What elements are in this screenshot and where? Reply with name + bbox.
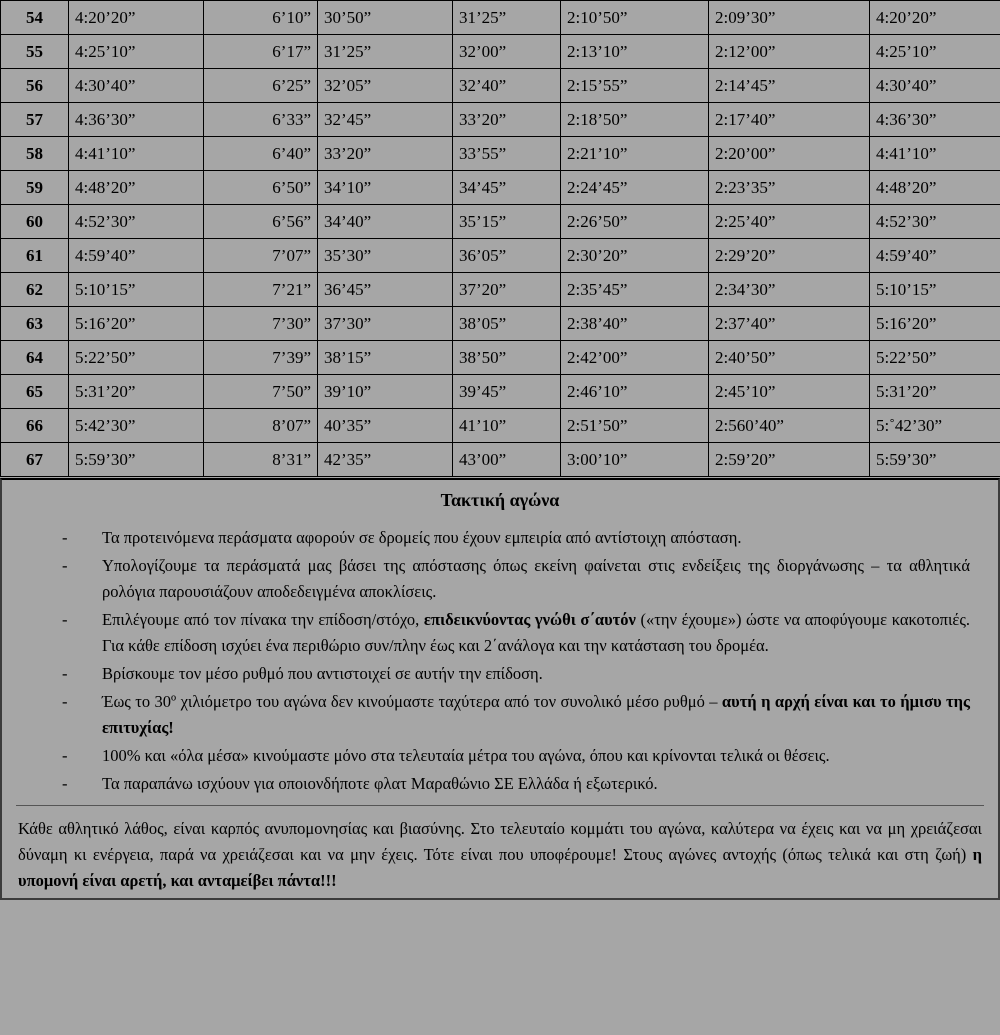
table-cell-split_5mi: 32’00” (453, 35, 561, 69)
table-cell-finish_repeat: 4:41’10” (870, 137, 1000, 171)
table-cell-split_5k: 32’45” (318, 103, 453, 137)
table-cell-split_5mi: 39’45” (453, 375, 561, 409)
tactics-bullet-item (16, 689, 970, 741)
marathon-pace-table (0, 0, 1000, 477)
table-cell-half_b: 2:12’00” (709, 35, 870, 69)
row-index-cell: 62 (1, 273, 69, 307)
table-cell-pace_per_km: 7’07” (204, 239, 318, 273)
row-index-cell: 65 (1, 375, 69, 409)
table-cell-split_5k: 34’10” (318, 171, 453, 205)
table-cell-finish_repeat: 4:52’30” (870, 205, 1000, 239)
table-cell-pace_per_km: 6’10” (204, 1, 318, 35)
table-cell-finish_time: 4:30’40” (69, 69, 204, 103)
table-row (1, 409, 1000, 443)
table-cell-half_b: 2:40’50” (709, 341, 870, 375)
row-index-cell: 66 (1, 409, 69, 443)
bullet-text: Έως το 30º χιλιόμετρο του αγώνα δεν κινούμαστε ταχύτερα από τον συνολικό μέσο ρυθμό – αυτή η αρχή είναι και το ήμισυ της επιτυχίας! (102, 692, 970, 737)
table-cell-finish_time: 5:59’30” (69, 443, 204, 477)
row-index-cell: 60 (1, 205, 69, 239)
table-cell-half_b: 2:34’30” (709, 273, 870, 307)
table-cell-half_b: 2:17’40” (709, 103, 870, 137)
table-cell-half_a: 2:18’50” (561, 103, 709, 137)
row-index-cell: 63 (1, 307, 69, 341)
table-row (1, 341, 1000, 375)
table-cell-split_5k: 38’15” (318, 341, 453, 375)
table-cell-half_b: 2:45’10” (709, 375, 870, 409)
table-cell-half_b: 2:37’40” (709, 307, 870, 341)
table-cell-half_a: 2:42’00” (561, 341, 709, 375)
row-index-cell: 56 (1, 69, 69, 103)
table-cell-finish_time: 5:22’50” (69, 341, 204, 375)
table-row (1, 171, 1000, 205)
table-cell-half_b: 2:14’45” (709, 69, 870, 103)
table-row (1, 273, 1000, 307)
table-cell-finish_time: 4:20’20” (69, 1, 204, 35)
table-cell-split_5k: 33’20” (318, 137, 453, 171)
table-cell-split_5mi: 31’25” (453, 1, 561, 35)
table-cell-finish_repeat: 5:10’15” (870, 273, 1000, 307)
row-index-cell: 54 (1, 1, 69, 35)
table-cell-half_b: 2:29’20” (709, 239, 870, 273)
table-cell-finish_time: 5:31’20” (69, 375, 204, 409)
table-cell-pace_per_km: 7’30” (204, 307, 318, 341)
table-cell-half_a: 2:21’10” (561, 137, 709, 171)
bullet-text: Υπολογίζουμε τα περάσματά μας βάσει της απόστασης όπως εκείνη φαίνεται στις ενδείξεις της διοργάνωσης – τα αθλητικά ρολόγια παρουσιάζουν αποδεδειγμένα αποκλίσεις. (102, 556, 970, 601)
table-cell-half_a: 2:24’45” (561, 171, 709, 205)
table-cell-half_b: 2:25’40” (709, 205, 870, 239)
row-index-cell: 58 (1, 137, 69, 171)
bullet-dash-marker: - (62, 528, 68, 547)
table-cell-half_a: 2:38’40” (561, 307, 709, 341)
table-cell-half_b: 2:560’40” (709, 409, 870, 443)
table-row (1, 239, 1000, 273)
table-cell-finish_repeat: 5:31’20” (870, 375, 1000, 409)
bullet-text: Τα παραπάνω ισχύουν για οποιονδήποτε φλατ Μαραθώνιο ΣΕ Ελλάδα ή εξωτερικό. (102, 774, 658, 793)
table-cell-finish_time: 4:25’10” (69, 35, 204, 69)
bullet-dash-marker: - (62, 692, 68, 711)
table-cell-split_5mi: 36’05” (453, 239, 561, 273)
tactics-bullet-item (16, 525, 970, 551)
table-cell-half_a: 2:13’10” (561, 35, 709, 69)
table-cell-pace_per_km: 6’50” (204, 171, 318, 205)
row-index-cell: 64 (1, 341, 69, 375)
table-cell-finish_repeat: 4:20’20” (870, 1, 1000, 35)
table-row (1, 205, 1000, 239)
row-index-cell: 59 (1, 171, 69, 205)
section-divider (16, 805, 984, 806)
table-cell-split_5mi: 38’50” (453, 341, 561, 375)
table-cell-finish_repeat: 5:22’50” (870, 341, 1000, 375)
tactics-bullet-item (16, 743, 970, 769)
table-row (1, 443, 1000, 477)
bullet-text: Επιλέγουμε από τον πίνακα την επίδοση/στόχο, επιδεικνύοντας γνώθι σ΄αυτόν («την έχουμε») ώστε να αποφύγουμε κακοτοπιές. Για κάθε επίδοση ισχύει ένα περιθώριο συν/πλην έως και 2΄ανάλογα και την κατάσταση του δρομέα. (102, 610, 970, 655)
table-cell-pace_per_km: 7’39” (204, 341, 318, 375)
table-cell-half_a: 2:30’20” (561, 239, 709, 273)
race-tactics-section (0, 478, 1000, 900)
table-row (1, 137, 1000, 171)
table-cell-split_5k: 36’45” (318, 273, 453, 307)
table-cell-finish_time: 4:41’10” (69, 137, 204, 171)
table-cell-split_5k: 40’35” (318, 409, 453, 443)
table-cell-pace_per_km: 6’25” (204, 69, 318, 103)
table-cell-half_a: 2:26’50” (561, 205, 709, 239)
bullet-dash-marker: - (62, 556, 68, 575)
table-cell-half_a: 3:00’10” (561, 443, 709, 477)
table-cell-split_5k: 37’30” (318, 307, 453, 341)
row-index-cell: 67 (1, 443, 69, 477)
table-row (1, 375, 1000, 409)
tactics-bullet-list (16, 525, 984, 797)
table-cell-half_b: 2:09’30” (709, 1, 870, 35)
table-cell-half_a: 2:46’10” (561, 375, 709, 409)
table-row (1, 1, 1000, 35)
table-row (1, 103, 1000, 137)
table-cell-split_5mi: 32’40” (453, 69, 561, 103)
tactics-bullet-item (16, 553, 970, 605)
row-index-cell: 57 (1, 103, 69, 137)
table-cell-split_5mi: 33’55” (453, 137, 561, 171)
table-row (1, 35, 1000, 69)
table-cell-finish_time: 4:36’30” (69, 103, 204, 137)
table-cell-split_5k: 30’50” (318, 1, 453, 35)
bullet-text: Βρίσκουμε τον μέσο ρυθμό που αντιστοιχεί σε αυτήν την επίδοση. (102, 664, 543, 683)
table-cell-finish_repeat: 4:30’40” (870, 69, 1000, 103)
table-cell-finish_time: 4:59’40” (69, 239, 204, 273)
table-cell-split_5mi: 43’00” (453, 443, 561, 477)
table-cell-finish_repeat: 5:˚42’30” (870, 409, 1000, 443)
table-cell-pace_per_km: 6’40” (204, 137, 318, 171)
bullet-dash-marker: - (62, 610, 68, 629)
table-cell-split_5k: 42’35” (318, 443, 453, 477)
table-cell-pace_per_km: 6’33” (204, 103, 318, 137)
table-cell-half_a: 2:15’55” (561, 69, 709, 103)
table-cell-finish_time: 5:10’15” (69, 273, 204, 307)
table-cell-finish_repeat: 4:59’40” (870, 239, 1000, 273)
table-cell-split_5k: 35’30” (318, 239, 453, 273)
table-cell-split_5mi: 35’15” (453, 205, 561, 239)
table-cell-half_b: 2:20’00” (709, 137, 870, 171)
row-index-cell: 61 (1, 239, 69, 273)
closing-paragraph: Κάθε αθλητικό λάθος, είναι καρπός ανυπομονησίας και βιασύνης. Στο τελευταίο κομμάτι του αγώνα, καλύτερα να έχεις και να μη χρειάζεσαι δύναμη κι ενέργεια, παρά να χρειάζεσαι και να μην έχεις. Τότε είναι που υποφέρουμε! Στους αγώνες αντοχής (όπως τελικά και στη ζωή) η υπομονή είναι αρετή, και ανταμείβει πάντα!!! (18, 819, 982, 890)
table-cell-half_a: 2:51’50” (561, 409, 709, 443)
table-cell-split_5k: 34’40” (318, 205, 453, 239)
row-index-cell: 55 (1, 35, 69, 69)
bullet-text: 100% και «όλα μέσα» κινούμαστε μόνο στα τελευταία μέτρα του αγώνα, όπου και κρίνονται τελικά οι θέσεις. (102, 746, 830, 765)
pace-table-body (1, 1, 1000, 477)
table-cell-split_5k: 32’05” (318, 69, 453, 103)
table-cell-pace_per_km: 7’21” (204, 273, 318, 307)
table-cell-split_5mi: 33’20” (453, 103, 561, 137)
tactics-title: Τακτική αγώνα (440, 490, 560, 510)
table-cell-split_5mi: 38’05” (453, 307, 561, 341)
table-cell-half_a: 2:35’45” (561, 273, 709, 307)
tactics-bullet-item (16, 661, 970, 687)
bullet-dash-marker: - (62, 774, 68, 793)
table-cell-finish_repeat: 4:25’10” (870, 35, 1000, 69)
table-cell-half_a: 2:10’50” (561, 1, 709, 35)
table-cell-finish_time: 4:48’20” (69, 171, 204, 205)
table-cell-finish_time: 5:16’20” (69, 307, 204, 341)
table-cell-half_b: 2:23’35” (709, 171, 870, 205)
tactics-bullet-item (16, 607, 970, 659)
table-cell-split_5k: 39’10” (318, 375, 453, 409)
table-cell-split_5mi: 41’10” (453, 409, 561, 443)
bullet-text: Τα προτεινόμενα περάσματα αφορούν σε δρομείς που έχουν εμπειρία από αντίστοιχη απόσταση. (102, 528, 742, 547)
table-cell-finish_repeat: 5:16’20” (870, 307, 1000, 341)
table-cell-pace_per_km: 6’17” (204, 35, 318, 69)
table-cell-split_5mi: 34’45” (453, 171, 561, 205)
table-row (1, 307, 1000, 341)
table-cell-half_b: 2:59’20” (709, 443, 870, 477)
bullet-dash-marker: - (62, 664, 68, 683)
table-row (1, 69, 1000, 103)
table-cell-split_5mi: 37’20” (453, 273, 561, 307)
table-cell-finish_repeat: 4:48’20” (870, 171, 1000, 205)
table-cell-pace_per_km: 7’50” (204, 375, 318, 409)
bullet-dash-marker: - (62, 746, 68, 765)
table-cell-split_5k: 31’25” (318, 35, 453, 69)
table-cell-finish_time: 4:52’30” (69, 205, 204, 239)
table-cell-finish_repeat: 4:36’30” (870, 103, 1000, 137)
table-cell-pace_per_km: 6’56” (204, 205, 318, 239)
table-cell-finish_repeat: 5:59’30” (870, 443, 1000, 477)
table-cell-pace_per_km: 8’31” (204, 443, 318, 477)
tactics-bullet-item (16, 771, 970, 797)
table-cell-finish_time: 5:42’30” (69, 409, 204, 443)
table-cell-pace_per_km: 8’07” (204, 409, 318, 443)
